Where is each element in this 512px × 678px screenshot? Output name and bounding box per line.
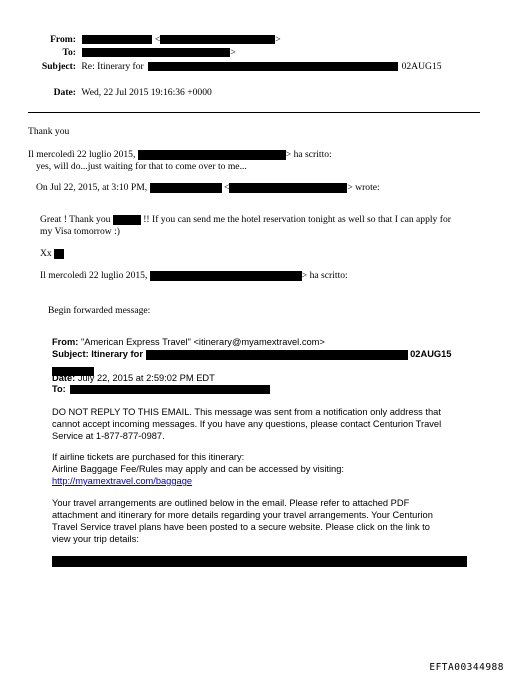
angle-close: > [230, 47, 236, 58]
fwd-subject-suffix: 02AUG15 [410, 349, 452, 359]
fwd-para2-line1: If airline tickets are purchased for this itinerary: [52, 452, 245, 462]
quote1-intro-suffix: > ha scritto: [285, 149, 332, 160]
quote3-intro [40, 270, 348, 281]
angle-open: < [223, 182, 230, 193]
fwd-subject-row [52, 349, 451, 360]
fwd-para2-line2: Airline Baggage Fee/Rules may apply and can be accessed by visiting: [52, 464, 344, 474]
fwd-paragraph-1 [52, 406, 441, 442]
fwd-para3-line4: view your trip details: [52, 534, 139, 544]
redacted-block [150, 183, 222, 193]
fwd-para1-line3: Service at 1-877-877-0987. [52, 431, 165, 441]
subject-label: Subject: [41, 61, 76, 72]
redacted-block [54, 249, 64, 259]
quote2-intro [36, 182, 380, 193]
redacted-block [150, 271, 302, 281]
quote2-sign-text: Xx [40, 248, 52, 259]
subject-prefix: Re: Itinerary for [81, 61, 144, 72]
fwd-paragraph-2 [52, 451, 344, 487]
fwd-from-row [52, 337, 325, 347]
thank-you-text: Thank you [28, 126, 70, 137]
quote2-line1-b: !! If you can send me the hotel reservation tonight as well so that I can apply for [143, 214, 451, 225]
redacted-block [82, 48, 230, 57]
quote2-line1 [40, 214, 451, 225]
redacted-block [148, 62, 398, 71]
quote3-intro-suffix: > ha scritto: [301, 270, 348, 281]
header-to-row [28, 47, 236, 58]
angle-close: > [275, 34, 281, 45]
redacted-block [160, 35, 275, 44]
fwd-from-label: From: [52, 337, 79, 347]
quote2-line1-a: Great ! Thank you [40, 214, 111, 225]
fwd-para3-line3: Travel Service travel plans have been posted to a secure website. Please click on the link to [52, 522, 430, 532]
header-divider [28, 112, 480, 113]
quote1-text: yes, will do...just waiting for that to come over to me... [36, 161, 247, 172]
quote1-intro [28, 149, 332, 160]
date-value: Wed, 22 Jul 2015 19:16:36 +0000 [81, 87, 212, 98]
fwd-para3-line1: Your travel arrangements are outlined below in the email. Please refer to attached PDF [52, 498, 410, 508]
angle-open: < [154, 34, 161, 45]
quote2-intro-suffix: > wrote: [347, 182, 380, 193]
baggage-link[interactable]: http://myamextravel.com/baggage [52, 476, 193, 486]
from-label: From: [50, 34, 76, 45]
fwd-para3-line2: attachment and itinerary for more details regarding your travel arrangements. Your Centurion [52, 510, 433, 520]
forwarded-heading: Begin forwarded message: [48, 305, 151, 316]
redacted-block [113, 215, 141, 225]
redacted-block [146, 350, 408, 360]
to-label: To: [62, 47, 76, 58]
quote2-sign [40, 248, 64, 259]
fwd-date-value: July 22, 2015 at 2:59:02 PM EDT [77, 373, 215, 383]
fwd-paragraph-3 [52, 497, 433, 545]
fwd-to-row [52, 384, 270, 394]
header-subject-row [28, 61, 442, 72]
redacted-block [138, 150, 286, 160]
fwd-date-row [52, 373, 215, 383]
redacted-block [52, 556, 467, 567]
quote2-intro-prefix: On Jul 22, 2015, at 3:10 PM, [36, 182, 148, 193]
fwd-para1-line1: DO NOT REPLY TO THIS EMAIL. This message was sent from a notification only address that [52, 407, 441, 417]
header-from-row [28, 34, 281, 45]
quote2-line2: my Visa tomorrow :) [40, 226, 120, 237]
quote3-intro-prefix: Il mercoledì 22 luglio 2015, [40, 270, 148, 281]
redacted-block [229, 183, 347, 193]
fwd-to-label: To: [52, 384, 66, 394]
subject-suffix: 02AUG15 [401, 61, 442, 72]
document-id: EFTA00344988 [429, 662, 504, 673]
fwd-from-value: "American Express Travel" <itinerary@myamextravel.com> [80, 337, 325, 347]
redacted-block [70, 385, 270, 394]
header-date-row [28, 87, 212, 98]
fwd-subject-label: Subject: [52, 349, 89, 359]
redacted-block [82, 35, 152, 44]
fwd-subject-prefix: Itinerary for [91, 349, 143, 359]
fwd-date-label: Date: [52, 373, 76, 383]
trip-link-redacted [52, 552, 467, 570]
quote1-intro-prefix: Il mercoledì 22 luglio 2015, [28, 149, 136, 160]
date-label: Date: [53, 87, 76, 98]
fwd-para1-line2: cannot accept incoming messages. If you have any questions, please contact Centurion Travel [52, 419, 442, 429]
